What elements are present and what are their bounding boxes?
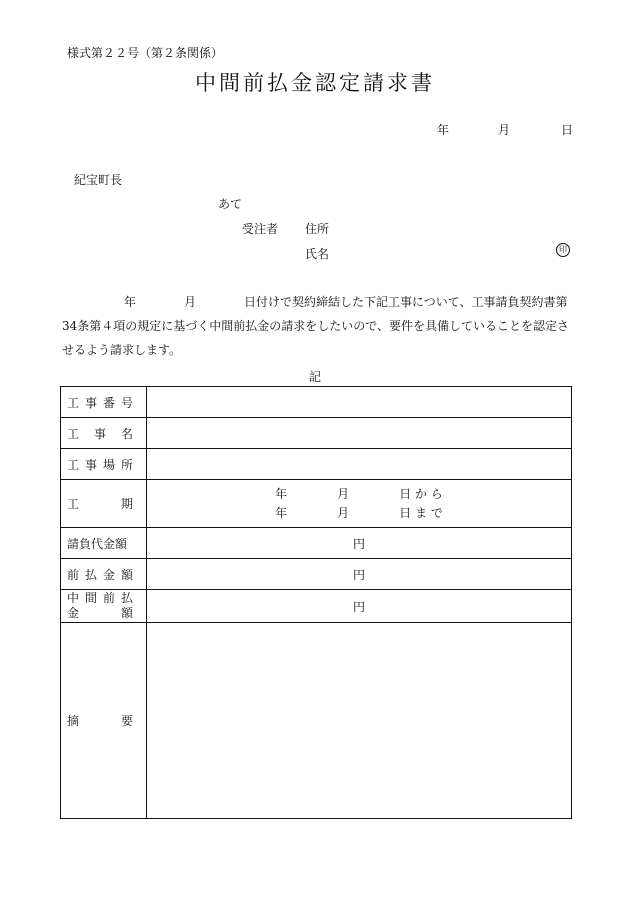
field-interim-advance[interactable] xyxy=(147,590,572,623)
field-summary[interactable] xyxy=(147,623,572,819)
document-title: 中間前払金認定請求書 xyxy=(195,71,435,95)
interim-advance-label xyxy=(67,591,146,621)
period-line-from xyxy=(275,485,443,504)
ki-heading: 記 xyxy=(308,370,321,384)
period-label xyxy=(67,495,133,512)
label-summary xyxy=(61,623,147,819)
construction-name-label xyxy=(67,425,133,442)
char: 要 xyxy=(120,714,133,728)
row-advance-amount xyxy=(61,559,572,590)
label-construction-name xyxy=(61,418,147,449)
char: 金 xyxy=(67,606,80,620)
row-construction-site xyxy=(61,449,572,480)
field-advance-amount[interactable] xyxy=(147,559,572,590)
label-construction-site xyxy=(61,449,147,480)
period-from-suffix: 日 か ら xyxy=(399,486,443,501)
row-construction-number xyxy=(61,387,572,418)
contractor-label: 受注者 xyxy=(242,222,279,236)
char: 名 xyxy=(120,426,133,441)
label-contract-amount xyxy=(61,528,147,559)
char: 払 xyxy=(84,567,97,582)
label-construction-number xyxy=(61,387,147,418)
recipient: 紀宝町長 xyxy=(74,173,123,187)
char: 払 xyxy=(120,591,133,605)
advance-amount-unit: 円 xyxy=(352,567,365,582)
date-year-label: 年 xyxy=(437,123,450,137)
field-construction-name[interactable] xyxy=(147,418,572,449)
construction-site-label: 工事場所 xyxy=(67,457,140,472)
period-to-month: 月 xyxy=(337,505,350,520)
request-body xyxy=(62,290,572,362)
date-day-label: 日 xyxy=(561,123,574,137)
char: 額 xyxy=(120,567,133,582)
interim-advance-unit: 円 xyxy=(352,599,365,614)
interim-advance-label-line2 xyxy=(67,606,133,621)
period-lines xyxy=(275,485,443,523)
request-table xyxy=(60,386,572,819)
period-to-suffix: 日 ま で xyxy=(399,505,443,520)
period-to-year: 年 xyxy=(275,505,288,520)
char: 工 xyxy=(67,426,80,441)
char: 金 xyxy=(102,567,115,582)
body-month: 月 xyxy=(184,295,197,309)
label-advance-amount xyxy=(61,559,147,590)
label-interim-advance xyxy=(61,590,147,623)
char: 額 xyxy=(120,606,133,620)
seal-mark: 印 xyxy=(556,243,570,257)
contract-amount-unit: 円 xyxy=(352,536,365,551)
field-construction-site[interactable] xyxy=(147,449,572,480)
contract-amount-label: 請負代金額 xyxy=(67,536,128,551)
label-period xyxy=(61,480,147,528)
row-summary xyxy=(61,623,572,819)
address-label: 住所 xyxy=(305,222,330,236)
char: 前 xyxy=(102,591,115,605)
char: 工 xyxy=(67,497,80,511)
field-construction-number[interactable] xyxy=(147,387,572,418)
body-year: 年 xyxy=(124,295,137,309)
char: 中 xyxy=(67,591,80,605)
interim-advance-label-line1 xyxy=(67,591,133,606)
period-from-year: 年 xyxy=(275,486,288,501)
field-period[interactable] xyxy=(147,480,572,528)
char: 前 xyxy=(67,567,80,582)
form-number: 様式第２２号（第２条関係） xyxy=(67,46,224,60)
period-from-month: 月 xyxy=(337,486,350,501)
char: 摘 xyxy=(67,714,80,728)
field-contract-amount[interactable] xyxy=(147,528,572,559)
date-month-label: 月 xyxy=(498,123,511,137)
row-contract-amount xyxy=(61,528,572,559)
period-line-to xyxy=(275,504,443,523)
advance-amount-label xyxy=(67,566,133,583)
row-construction-name xyxy=(61,418,572,449)
row-period xyxy=(61,480,572,528)
addressee-suffix: あて xyxy=(218,197,243,211)
char: 期 xyxy=(120,497,133,511)
construction-number-label: 工事番号 xyxy=(67,395,140,410)
summary-label xyxy=(67,712,133,729)
name-label: 氏名 xyxy=(305,247,330,261)
char: 間 xyxy=(84,591,97,605)
row-interim-advance xyxy=(61,590,572,623)
body-text: 日付けで契約締結した下記工事について、工事請負契約書第34条第４項の規定に基づく中間前払金の請求をしたいので、要件を具備していることを認定させるよう請求します。 xyxy=(62,295,570,357)
char: 事 xyxy=(93,426,106,441)
